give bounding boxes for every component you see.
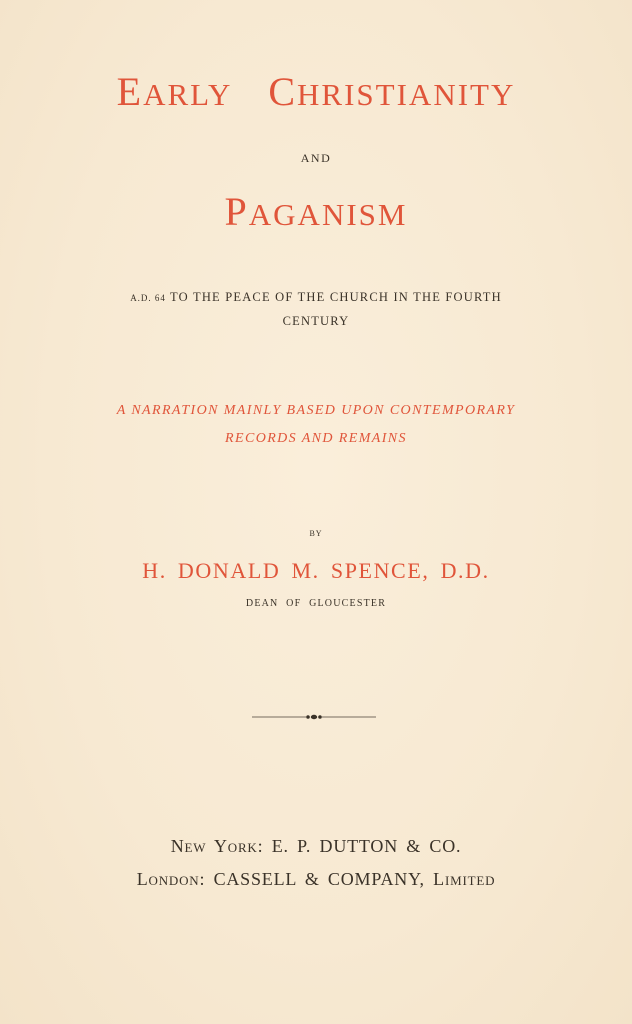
author-position: DEAN OF GLOUCESTER: [245, 598, 387, 609]
city-initial-n: N: [170, 836, 185, 856]
subtitle-line1: [0, 290, 632, 305]
city-initial-l: L: [136, 869, 149, 889]
publisher-dutton: : E. P. DUTTON & CO.: [257, 836, 462, 856]
title-conjunction: AND: [300, 151, 332, 165]
title-word-paganism-rest: AGANISM: [248, 197, 408, 232]
publisher-cassell: : CASSELL & COMPANY,: [199, 869, 425, 889]
title-word-early-rest: ARLY: [143, 77, 233, 112]
suffix-limited-rest: IMITED: [444, 873, 496, 888]
city-new-rest: EW: [184, 840, 207, 855]
main-title-line1: [0, 68, 632, 119]
publisher-line2: [0, 869, 632, 890]
suffix-initial-l: L: [433, 869, 445, 889]
city-london-rest: ONDON: [148, 873, 200, 888]
byline-by: BY: [309, 529, 323, 538]
title-initial-e: E: [116, 69, 144, 114]
title-initial-p: P: [224, 189, 249, 234]
city-initial-y: Y: [213, 836, 228, 856]
description-line2: RECORDS AND REMAINS: [225, 431, 407, 446]
title-initial-c: C: [268, 69, 298, 114]
main-title-line2: [0, 188, 632, 239]
city-york-rest: ORK: [227, 840, 258, 855]
title-word-christianity-rest: HRISTIANITY: [297, 77, 516, 112]
subtitle-line1-text: TO THE PEACE OF THE CHURCH IN THE FOURTH: [170, 290, 502, 304]
subtitle-era: A.D. 64: [130, 293, 166, 303]
publisher-line1: [0, 836, 632, 857]
author-name: H. DONALD M. SPENCE, D.D.: [142, 558, 490, 583]
description-line1: A NARRATION MAINLY BASED UPON CONTEMPORARY: [116, 403, 516, 418]
subtitle-line2: CENTURY: [282, 314, 350, 328]
rule-ornament-icon: [252, 710, 376, 724]
